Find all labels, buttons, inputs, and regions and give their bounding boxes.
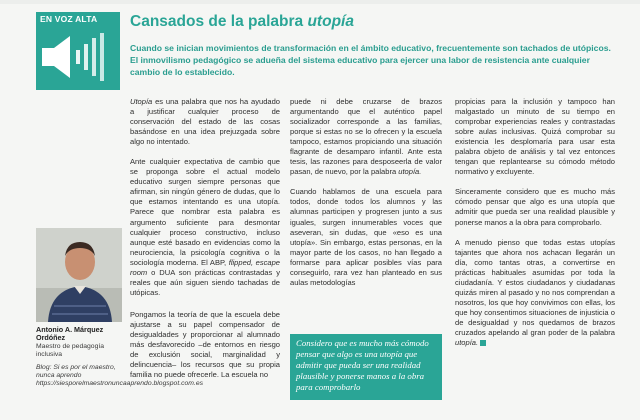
article-column-1 <box>130 97 280 308</box>
section-label: EN VOZ ALTA <box>40 14 98 24</box>
article-title <box>130 13 354 31</box>
col1-paragraph-1 <box>130 97 280 147</box>
col1-paragraph-3: Pongamos la teoría de que la escuela debe ajustarse a su papel compensador de desigualdades y proporcionar al alumnado más desfavorecido –de entornos en riesgo de exclusión social, marginalidad y delincuencia– los recursos que su propia familia no puede ofrecerle. La escuela no <box>130 310 280 380</box>
article-lead: Cuando se inician movimientos de transformación en el ámbito educativo, frecuentemente son tachados de utópicos. El inmovilismo pedagógico se adueña del sistema educativo para ejercer una labor de resistencia ante cualquier cambio de lo establecido. <box>130 43 611 78</box>
col2-paragraph-2: Cuando hablamos de una escuela para todos, donde todos los alumnos y las alumnas participen y progresen junto a sus iguales, surgen innumerables voces que aseveran, sin dudas, que «eso es una utopía». Sin embargo, estas personas, en la mayor parte de los casos, no han llegado a formarse para aplicar posibles vías para conseguirlo, rara vez han planteado en sus aulas metodologías <box>290 187 442 287</box>
pull-quote: Considero que es mucho más cómodo pensar que algo es una utopía que admitir que pueda ser una realidad plausible y ponerse manos a la obra para comprobarlo <box>290 334 442 400</box>
author-blog: Blog: Si es por el maestro, nunca aprendo https://siesporelmaestronuncaaprendo.blogspot.com.es <box>36 363 203 388</box>
speaker-icon <box>36 28 120 90</box>
col3-p3-emphasis: utopía. <box>455 338 479 348</box>
col3-paragraph-2: Sinceramente considero que es mucho más cómodo pensar que algo es una utopía que admitir que pueda ser una realidad plausible y ponerse manos a la obra para comprobarlo. <box>455 187 615 227</box>
col3-p3-text: A menudo pienso que todas estas utopías tajantes que ahora nos achacan llegarán un día, como tantas otras, a convertirse en prácticas habituales asumidas por toda la ciudadanía. Y estos ciudadanos y ciudadanas quizás miren al pasado y no nos comprendan a nosotros, los que hoy convivimos con ellas, los que hoy consentimos situaciones de injusticia o de desigualdad y nos quedamos de brazos cruzados apelando al gran poder de la palabra <box>455 237 615 337</box>
col2-p1-emphasis: utopía. <box>398 167 422 177</box>
article-column-1-lower <box>130 310 280 380</box>
col1-p1-emphasis: Utopía <box>130 97 153 106</box>
end-of-article-mark <box>480 340 486 346</box>
col3-paragraph-1: propicias para la inclusión y tampoco han malgastado un minuto de su tiempo en comprobar experiencias reales y contrastadas sobre aulas inclusivas. Quizá comprobar su existencia les desplomaría para usar esta palabra objeto de análisis y tal vez entonces tengan que replantearse su cómodo método normativo y excluyente. <box>455 97 615 177</box>
article-column-2 <box>290 97 442 288</box>
col1-p2-emphasis: flipped, escape room <box>130 257 280 277</box>
col1-p2-text-a: Ante cualquier expectativa de cambio que se proponga sobre el actual modelo educativo surgen siempre personas que afirman, sin ningún género de dudas, que lo que estamos intentando es una utopía. Parece que nombrar esta palabra es argumento suficiente para desmontar cualquier proceso constructivo, incluso aunque esté basado en evidencias como la neurociencia, la psicología cognitiva o la sociología moderna. El ABP, <box>130 157 280 267</box>
col3-paragraph-3 <box>455 238 615 349</box>
col1-p1-text: es una palabra que nos ha ayudado a justificar cualquier proceso de conservación del estado de las cosas basándose en una idea prejuzgada sobre algo no intentado. <box>130 97 280 147</box>
author-photo <box>36 228 122 322</box>
article-title-italic: utopía <box>307 13 354 30</box>
col2-paragraph-1 <box>290 97 442 177</box>
author-role: Maestro de pedagogía inclusiva <box>36 342 105 359</box>
section-badge <box>36 12 120 90</box>
col2-p1-text: puede ni debe cruzarse de brazos argumentando que el auténtico papel socializador corresponde a las familias, porque si estas no se lo ofrecen y la escuela tampoco, estamos propiciando una situación flagrante de desamparo infantil. Ante esta tesis, las razones para desposeerla de valor pasan, de nuevo, por la palabra <box>290 97 442 177</box>
article-column-3 <box>455 97 615 348</box>
article-title-main: Cansados de la palabra <box>130 13 308 30</box>
col1-p2-text-b: o DUA son prácticas contrastadas y reales que aún siguen siendo tachadas de utópicas. <box>130 267 280 297</box>
col1-paragraph-2 <box>130 157 280 298</box>
author-name: Antonio A. Márquez Ordóñez <box>36 325 104 343</box>
page-top-strip <box>0 0 640 4</box>
author-portrait-icon <box>36 228 122 322</box>
author-info <box>36 325 203 389</box>
